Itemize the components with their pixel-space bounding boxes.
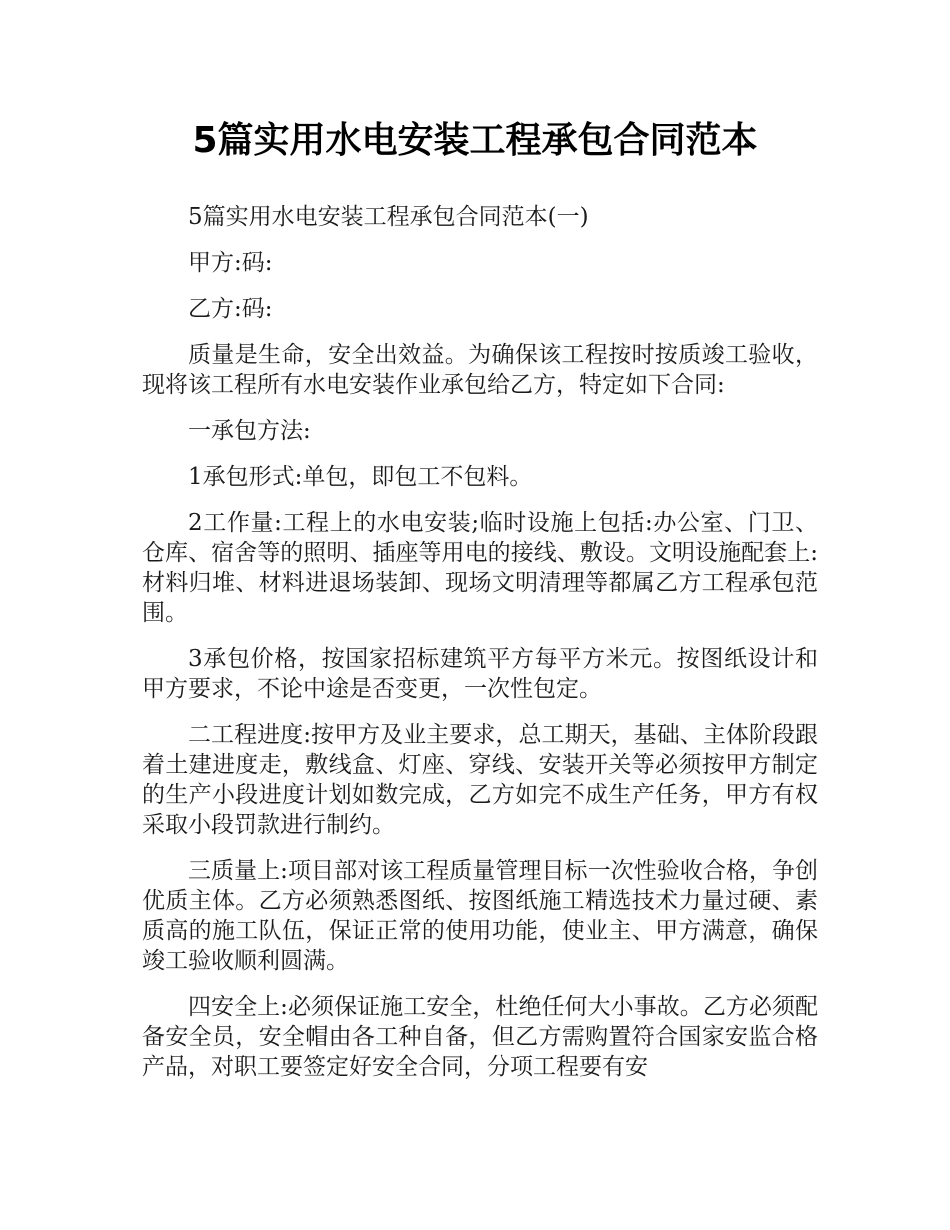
party-a-paragraph: 甲方:码:	[188, 250, 273, 276]
document-title: 5篇实用水电安装工程承包合同范本	[192, 120, 758, 161]
section-quality: 三质量上:项目部对该工程质量管理目标一次性验收合格，争创优质主体。乙方必须熟悉图纸、按图纸施工精选技术力量过硬、素质高的施工队伍，保证正常的使用功能，使业主、甲方满意，确保竣工验收顺利圆满。	[142, 858, 818, 974]
section-heading-contract-method: 一承包方法:	[188, 418, 311, 444]
section-safety: 四安全上:必须保证施工安全，杜绝任何大小事故。乙方必须配备安全员，安全帽由各工种自备，但乙方需购置符合国家安监合格产品，对职工要签定好安全合同，分项工程要有安	[142, 994, 818, 1080]
clause-contract-price: 3承包价格，按国家招标建筑平方每平方米元。按图纸设计和甲方要求，不论中途是否变更，一次性包定。	[142, 646, 818, 702]
clause-workload: 2工作量:工程上的水电安装;临时设施上包括:办公室、门卫、仓库、宿舍等的照明、插座等用电的接线、敷设。文明设施配套上:材料归堆、材料进退场装卸、现场文明清理等都属乙方工程承包范围。	[142, 510, 818, 626]
section-schedule: 二工程进度:按甲方及业主要求，总工期天，基础、主体阶段跟着土建进度走，敷线盒、灯座、穿线、安装开关等必须按甲方制定的生产小段进度计划如数完成，乙方如完不成生产任务，甲方有权采取小段罚款进行制约。	[142, 722, 818, 838]
clause-contract-form: 1承包形式:单包，即包工不包料。	[188, 464, 533, 490]
intro-paragraph: 质量是生命，安全出效益。为确保该工程按时按质竣工验收，现将该工程所有水电安装作业承包给乙方，特定如下合同:	[142, 342, 818, 398]
document-body	[142, 202, 818, 1098]
subtitle-paragraph: 5篇实用水电安装工程承包合同范本(一)	[188, 204, 589, 230]
party-b-paragraph: 乙方:码:	[188, 296, 273, 322]
